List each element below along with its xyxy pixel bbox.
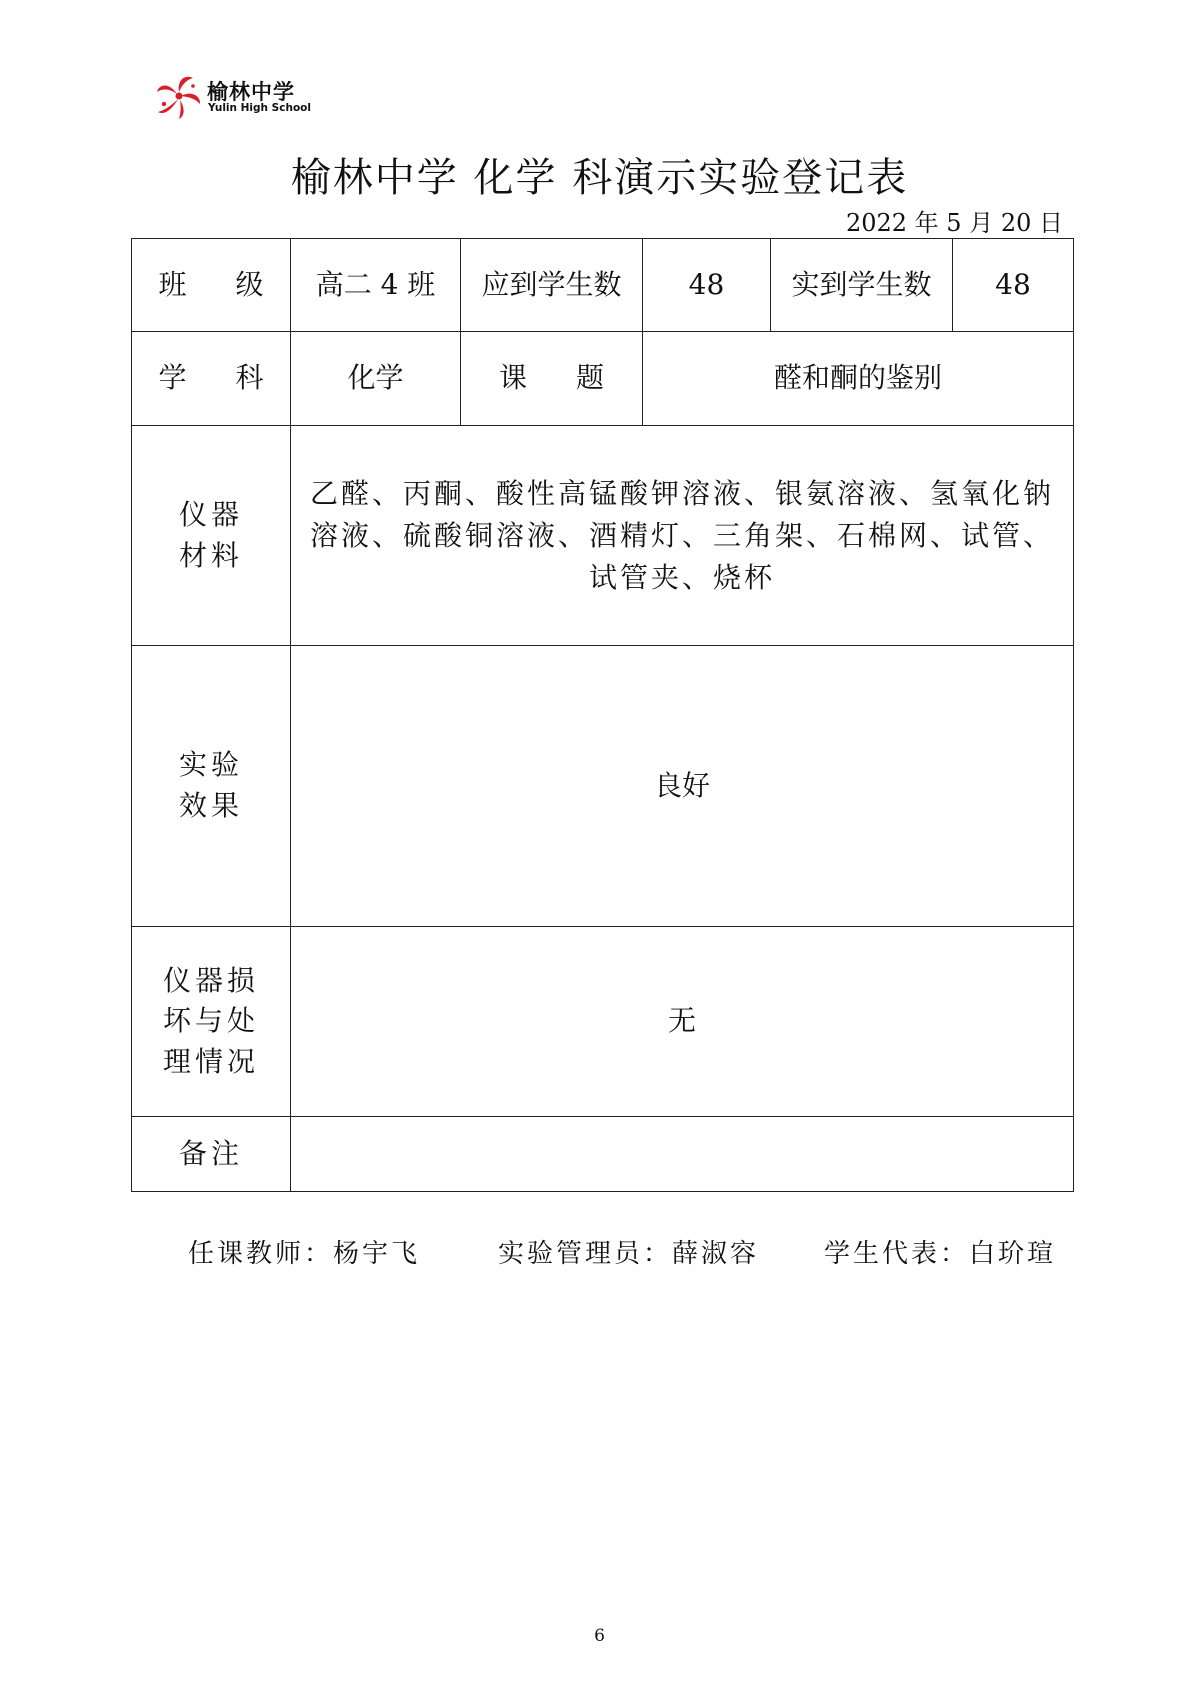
materials-label-line-2: 材料 (178, 538, 243, 572)
actual-students-label: 实到学生数 (771, 239, 953, 332)
page-title: 榆林中学 化学 科演示实验登记表 (290, 155, 909, 201)
materials-label (132, 426, 291, 646)
signature-line (0, 1233, 1199, 1273)
page-number: 6 (594, 1626, 605, 1646)
manager-signature: 实验管理员：薛淑容 (498, 1239, 760, 1269)
damage-label (132, 927, 291, 1117)
effect-value: 良好 (291, 646, 1074, 927)
remarks-value (291, 1117, 1074, 1192)
school-logo-icon (155, 74, 203, 120)
topic-value: 醛和酮的鉴别 (643, 332, 1074, 426)
student-signature: 学生代表：白玠瑄 (824, 1239, 1057, 1269)
subject-label: 学 科 (132, 332, 291, 426)
topic-label: 课 题 (461, 332, 643, 426)
materials-value: 乙醛、丙酮、酸性高锰酸钾溶液、银氨溶液、氢氧化钠溶液、硫酸铜溶液、酒精灯、三角架、石棉网、试管、试管夹、烧杯 (291, 426, 1074, 646)
damage-value: 无 (291, 927, 1074, 1117)
form-date: 2022 年 5 月 20 日 (845, 209, 1063, 237)
effect-label-line-1: 实验 (178, 748, 243, 782)
table-row-materials (132, 426, 1074, 646)
materials-label-line-1: 仪器 (178, 497, 243, 531)
damage-label-line-2: 坏与处 (162, 1004, 259, 1038)
table-row-damage (132, 927, 1074, 1117)
logo-name-cn: 榆林中学 (207, 80, 295, 104)
registration-table (131, 238, 1074, 1192)
expected-students-value: 48 (643, 239, 771, 332)
class-label: 班 级 (132, 239, 291, 332)
effect-label-line-2: 效果 (178, 789, 243, 822)
class-value: 高二 4 班 (291, 239, 461, 332)
teacher-signature: 任课教师：杨宇飞 (188, 1239, 421, 1269)
logo-name-en: Yulin High School (208, 102, 311, 114)
effect-label (132, 646, 291, 927)
expected-students-label: 应到学生数 (461, 239, 643, 332)
school-logo (155, 74, 325, 120)
remarks-label: 备注 (132, 1117, 291, 1192)
damage-label-line-3: 理情况 (162, 1044, 259, 1078)
damage-label-line-1: 仪器损 (162, 963, 259, 997)
table-row-subject (132, 332, 1074, 426)
table-row-remarks (132, 1117, 1074, 1192)
table-row-effect (132, 646, 1074, 927)
actual-students-value: 48 (953, 239, 1074, 332)
table-row-class (132, 239, 1074, 332)
subject-value: 化学 (291, 332, 461, 426)
